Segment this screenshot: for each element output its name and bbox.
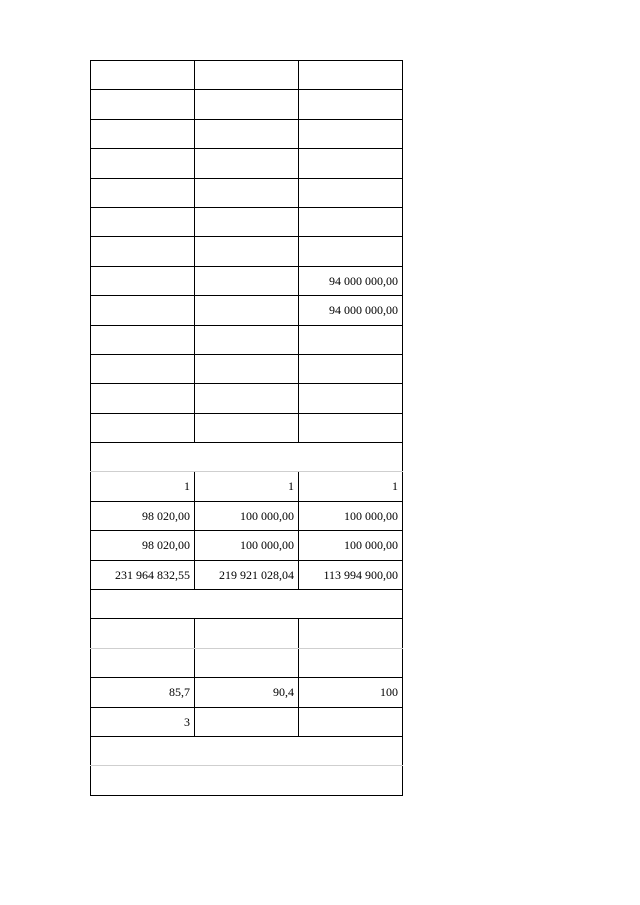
table-row bbox=[91, 149, 403, 178]
merged-cell bbox=[91, 590, 403, 619]
table-cell bbox=[299, 178, 403, 207]
merged-cell bbox=[91, 736, 403, 765]
table-cell: 100 000,00 bbox=[299, 531, 403, 560]
table-cell: 98 020,00 bbox=[91, 501, 195, 530]
table-cell bbox=[91, 648, 195, 677]
table-cell bbox=[195, 119, 299, 148]
table-row bbox=[91, 472, 403, 501]
table-cell bbox=[299, 207, 403, 236]
merged-cell bbox=[91, 766, 403, 795]
table-row bbox=[91, 501, 403, 530]
table-cell bbox=[195, 413, 299, 442]
table-row bbox=[91, 413, 403, 442]
table-row bbox=[91, 296, 403, 325]
table-cell bbox=[299, 237, 403, 266]
table-cell bbox=[299, 149, 403, 178]
table-cell: 1 bbox=[299, 472, 403, 501]
table-cell bbox=[91, 90, 195, 119]
table-row bbox=[91, 90, 403, 119]
table-cell bbox=[91, 149, 195, 178]
table-row bbox=[91, 207, 403, 236]
table-cell bbox=[91, 119, 195, 148]
table-row bbox=[91, 531, 403, 560]
table-cell bbox=[299, 384, 403, 413]
table-cell bbox=[195, 384, 299, 413]
table-cell bbox=[195, 266, 299, 295]
table-cell: 1 bbox=[91, 472, 195, 501]
table-cell: 100 000,00 bbox=[299, 501, 403, 530]
table-cell: 219 921 028,04 bbox=[195, 560, 299, 589]
table-cell-amount: 94 000 000,00 bbox=[299, 266, 403, 295]
table-row bbox=[91, 61, 403, 90]
table-row bbox=[91, 648, 403, 677]
table-cell bbox=[195, 61, 299, 90]
table-cell bbox=[299, 61, 403, 90]
table-cell: 98 020,00 bbox=[91, 531, 195, 560]
table-cell bbox=[299, 90, 403, 119]
table-cell bbox=[91, 266, 195, 295]
table-row bbox=[91, 678, 403, 707]
table-cell bbox=[299, 119, 403, 148]
table-row bbox=[91, 619, 403, 648]
table-cell: 100 bbox=[299, 678, 403, 707]
table-cell bbox=[195, 90, 299, 119]
table-cell bbox=[299, 413, 403, 442]
table-row bbox=[91, 384, 403, 413]
table-cell bbox=[195, 237, 299, 266]
table-cell: 113 994 900,00 bbox=[299, 560, 403, 589]
table-cell bbox=[91, 178, 195, 207]
table-row bbox=[91, 325, 403, 354]
table-row bbox=[91, 237, 403, 266]
table-row-merged bbox=[91, 766, 403, 795]
table-cell-amount: 94 000 000,00 bbox=[299, 296, 403, 325]
table-cell bbox=[91, 413, 195, 442]
table-cell bbox=[195, 296, 299, 325]
table-cell bbox=[195, 707, 299, 736]
table-cell bbox=[91, 325, 195, 354]
table-row bbox=[91, 354, 403, 383]
table-cell bbox=[299, 325, 403, 354]
table-row-merged bbox=[91, 590, 403, 619]
table-cell bbox=[299, 648, 403, 677]
table-cell bbox=[91, 237, 195, 266]
table-cell: 1 bbox=[195, 472, 299, 501]
table-cell bbox=[91, 296, 195, 325]
table-cell bbox=[195, 619, 299, 648]
table-row bbox=[91, 560, 403, 589]
merged-cell bbox=[91, 443, 403, 472]
table-cell bbox=[91, 207, 195, 236]
table-cell bbox=[299, 619, 403, 648]
table-cell bbox=[195, 648, 299, 677]
table-row bbox=[91, 178, 403, 207]
table-row bbox=[91, 266, 403, 295]
table-cell: 85,7 bbox=[91, 678, 195, 707]
table-cell: 100 000,00 bbox=[195, 501, 299, 530]
table-cell bbox=[91, 384, 195, 413]
table-cell: 3 bbox=[91, 707, 195, 736]
table-row-merged bbox=[91, 736, 403, 765]
table-cell: 231 964 832,55 bbox=[91, 560, 195, 589]
table-cell bbox=[195, 178, 299, 207]
table-cell bbox=[195, 354, 299, 383]
data-table bbox=[90, 60, 403, 796]
table-cell bbox=[299, 707, 403, 736]
table-cell bbox=[91, 619, 195, 648]
table-row-merged bbox=[91, 443, 403, 472]
table-row bbox=[91, 119, 403, 148]
table-cell bbox=[91, 61, 195, 90]
table-row bbox=[91, 707, 403, 736]
table-cell bbox=[195, 325, 299, 354]
table-cell bbox=[195, 149, 299, 178]
table-cell bbox=[91, 354, 195, 383]
table-cell: 90,4 bbox=[195, 678, 299, 707]
table-cell bbox=[299, 354, 403, 383]
table-cell: 100 000,00 bbox=[195, 531, 299, 560]
table-cell bbox=[195, 207, 299, 236]
